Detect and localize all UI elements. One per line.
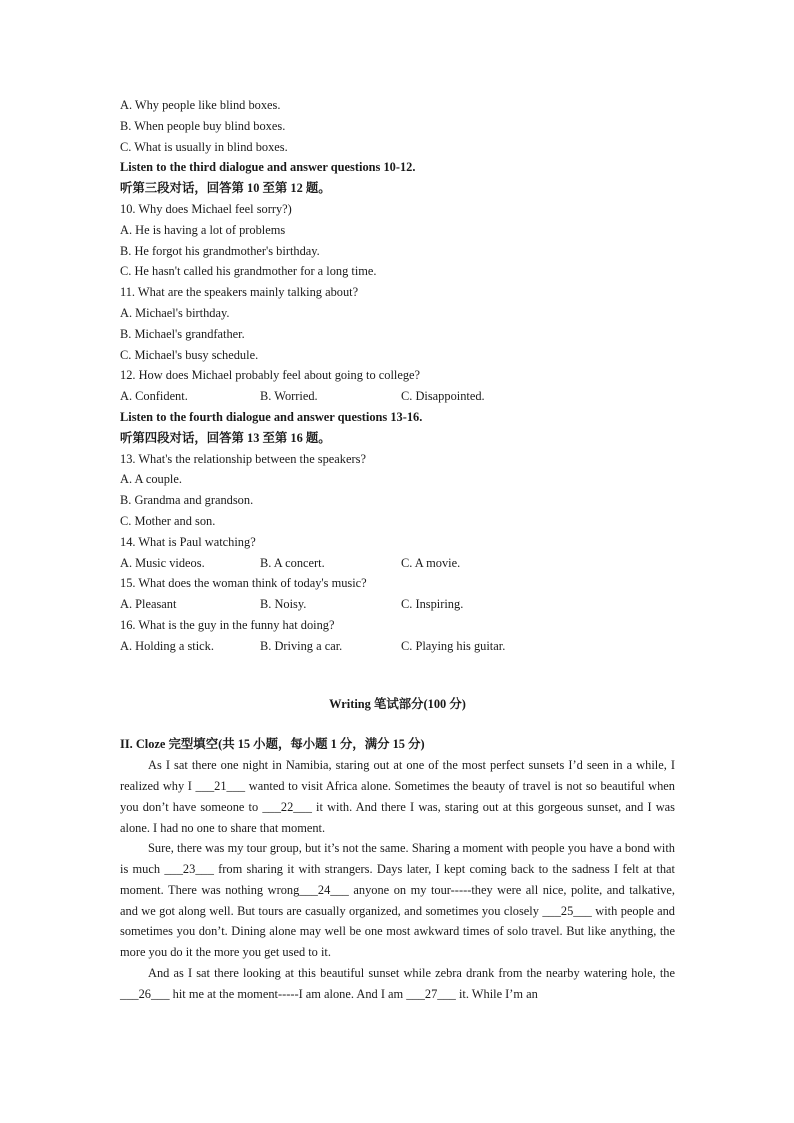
answer-options-row: [120, 594, 675, 615]
instruction-line: Listen to the third dialogue and answer questions 10-12.: [120, 160, 416, 175]
answer-options-row: [120, 386, 675, 407]
cloze-passage: [120, 755, 675, 1005]
question-line: 13. What's the relationship between the speakers?: [120, 451, 366, 466]
question-line: C. Michael's busy schedule.: [120, 347, 259, 362]
question-line: 11. What are the speakers mainly talking about?: [120, 285, 359, 300]
listening-section: [120, 95, 675, 657]
question-line: B. He forgot his grandmother's birthday.: [120, 243, 320, 258]
answer-option: B. Noisy.: [260, 597, 307, 612]
answer-option: C. Playing his guitar.: [401, 638, 506, 653]
answer-option: C. Disappointed.: [401, 389, 485, 404]
document-page: [120, 95, 675, 1005]
cloze-paragraph: As I sat there one night in Namibia, staring out at one of the most perfect sunsets I’d seen in a while, I realized why I ___21___ wanted to visit Africa alone. Sometimes the beauty of travel is not so beautiful when you don’t have someone to ___22___ it with. And there I was, staring out at this gorgeous sunset, and I was alone. I had no one to share that moment.: [120, 758, 675, 835]
answer-option: B. Driving a car.: [260, 638, 343, 653]
question-line: 10. Why does Michael feel sorry?): [120, 201, 292, 216]
question-line: 14. What is Paul watching?: [120, 534, 256, 549]
answer-option: A. Pleasant: [120, 597, 177, 612]
cloze-heading: II. Cloze 完型填空(共 15 小题，每小题 1 分，满分 15 分): [120, 737, 425, 752]
question-line: B. Grandma and grandson.: [120, 493, 254, 508]
question-line: A. A couple.: [120, 472, 182, 487]
question-line: A. Michael's birthday.: [120, 305, 230, 320]
answer-option: A. Music videos.: [120, 555, 205, 570]
question-line: A. He is having a lot of problems: [120, 222, 286, 237]
answer-option: B. Worried.: [260, 389, 318, 404]
instruction-line: Listen to the fourth dialogue and answer questions 13-16.: [120, 409, 423, 424]
answer-option: B. A concert.: [260, 555, 325, 570]
question-line: 15. What does the woman think of today's music?: [120, 576, 367, 591]
question-line: C. Mother and son.: [120, 513, 216, 528]
writing-section-title: Writing 笔试部分(100 分): [329, 696, 466, 711]
question-line: C. What is usually in blind boxes.: [120, 139, 288, 154]
answer-options-row: [120, 553, 675, 574]
question-line: C. He hasn't called his grandmother for a long time.: [120, 264, 377, 279]
question-line: B. Michael's grandfather.: [120, 326, 245, 341]
answer-option: C. Inspiring.: [401, 597, 464, 612]
instruction-line: 听第三段对话，回答第 10 至第 12 题。: [120, 181, 331, 196]
instruction-line: 听第四段对话，回答第 13 至第 16 题。: [120, 430, 331, 445]
answer-options-row: [120, 636, 675, 657]
cloze-paragraph: Sure, there was my tour group, but it’s not the same. Sharing a moment with people you have a bond with is much ___23___ from sharing it with strangers. Days later, I kept coming back to the sadness I felt at that moment. There was nothing wrong___24___ anyone on my tour-----they were all nice, polite, and talkative, and we got along well. But tours are casually organized, and sometimes you closely ___25___ with people and sometimes you don’t. Dining alone may well be one most awkward times of solo travel. But like anything, the more you do it the more you get used to it.: [120, 841, 675, 960]
question-line: 12. How does Michael probably feel about going to college?: [120, 368, 421, 383]
answer-option: C. A movie.: [401, 555, 461, 570]
question-line: A. Why people like blind boxes.: [120, 98, 281, 112]
question-line: 16. What is the guy in the funny hat doing?: [120, 617, 335, 632]
cloze-paragraph: And as I sat there looking at this beautiful sunset while zebra drank from the nearby watering hole, the ___26___ hit me at the moment-----I am alone. And I am ___27___ it. While I’m an: [120, 966, 675, 1001]
answer-option: A. Holding a stick.: [120, 638, 214, 653]
answer-option: A. Confident.: [120, 389, 188, 404]
question-line: B. When people buy blind boxes.: [120, 118, 286, 133]
